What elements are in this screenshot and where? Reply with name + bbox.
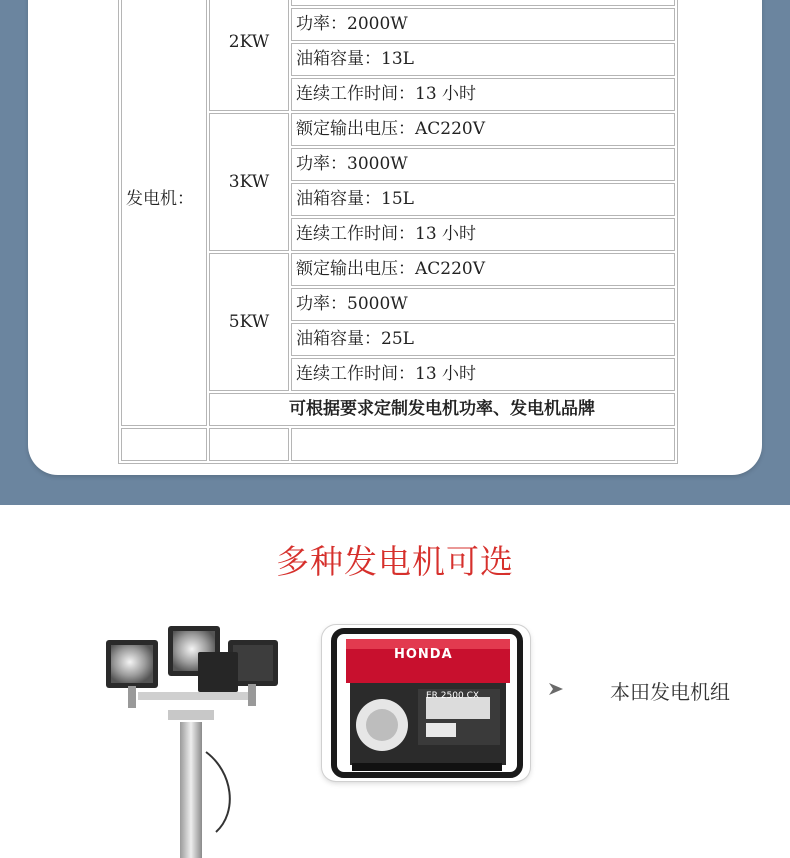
spec-value: 额定输出电压：AC220V <box>291 253 675 286</box>
custom-note: 可根据要求定制发电机功率、发电机品牌 <box>209 393 675 426</box>
spec-value: 油箱容量：13L <box>291 43 675 76</box>
section-title: 多种发电机可选 <box>276 542 514 581</box>
table-row <box>121 428 675 461</box>
generator-model-label: ER 2500 CX <box>426 691 480 701</box>
spec-table <box>118 0 678 464</box>
arrow-right-icon <box>547 680 565 698</box>
honda-generator-image <box>322 625 530 781</box>
spec-value: 功率：3000W <box>291 148 675 181</box>
spec-value: 连续工作时间：13 小时 <box>291 78 675 111</box>
generator-caption: 本田发电机组 <box>610 680 730 704</box>
empty-cell <box>291 428 675 461</box>
honda-logo-text: HONDA <box>394 647 453 662</box>
category-cell: 发电机： <box>121 0 207 426</box>
spec-value: 功率：5000W <box>291 288 675 321</box>
table-row <box>121 0 675 6</box>
empty-cell <box>209 428 289 461</box>
spec-card <box>28 0 762 475</box>
spec-value <box>291 0 675 6</box>
spec-value: 连续工作时间：13 小时 <box>291 358 675 391</box>
spec-value: 连续工作时间：13 小时 <box>291 218 675 251</box>
empty-cell <box>121 428 207 461</box>
spec-value: 功率：2000W <box>291 8 675 41</box>
model-cell: 3KW <box>209 113 289 251</box>
light-tower-image <box>98 622 288 858</box>
spec-value: 额定输出电压：AC220V <box>291 113 675 146</box>
spec-value: 油箱容量：25L <box>291 323 675 356</box>
spec-value: 油箱容量：15L <box>291 183 675 216</box>
model-cell: 5KW <box>209 253 289 391</box>
model-cell: 2KW <box>209 0 289 111</box>
